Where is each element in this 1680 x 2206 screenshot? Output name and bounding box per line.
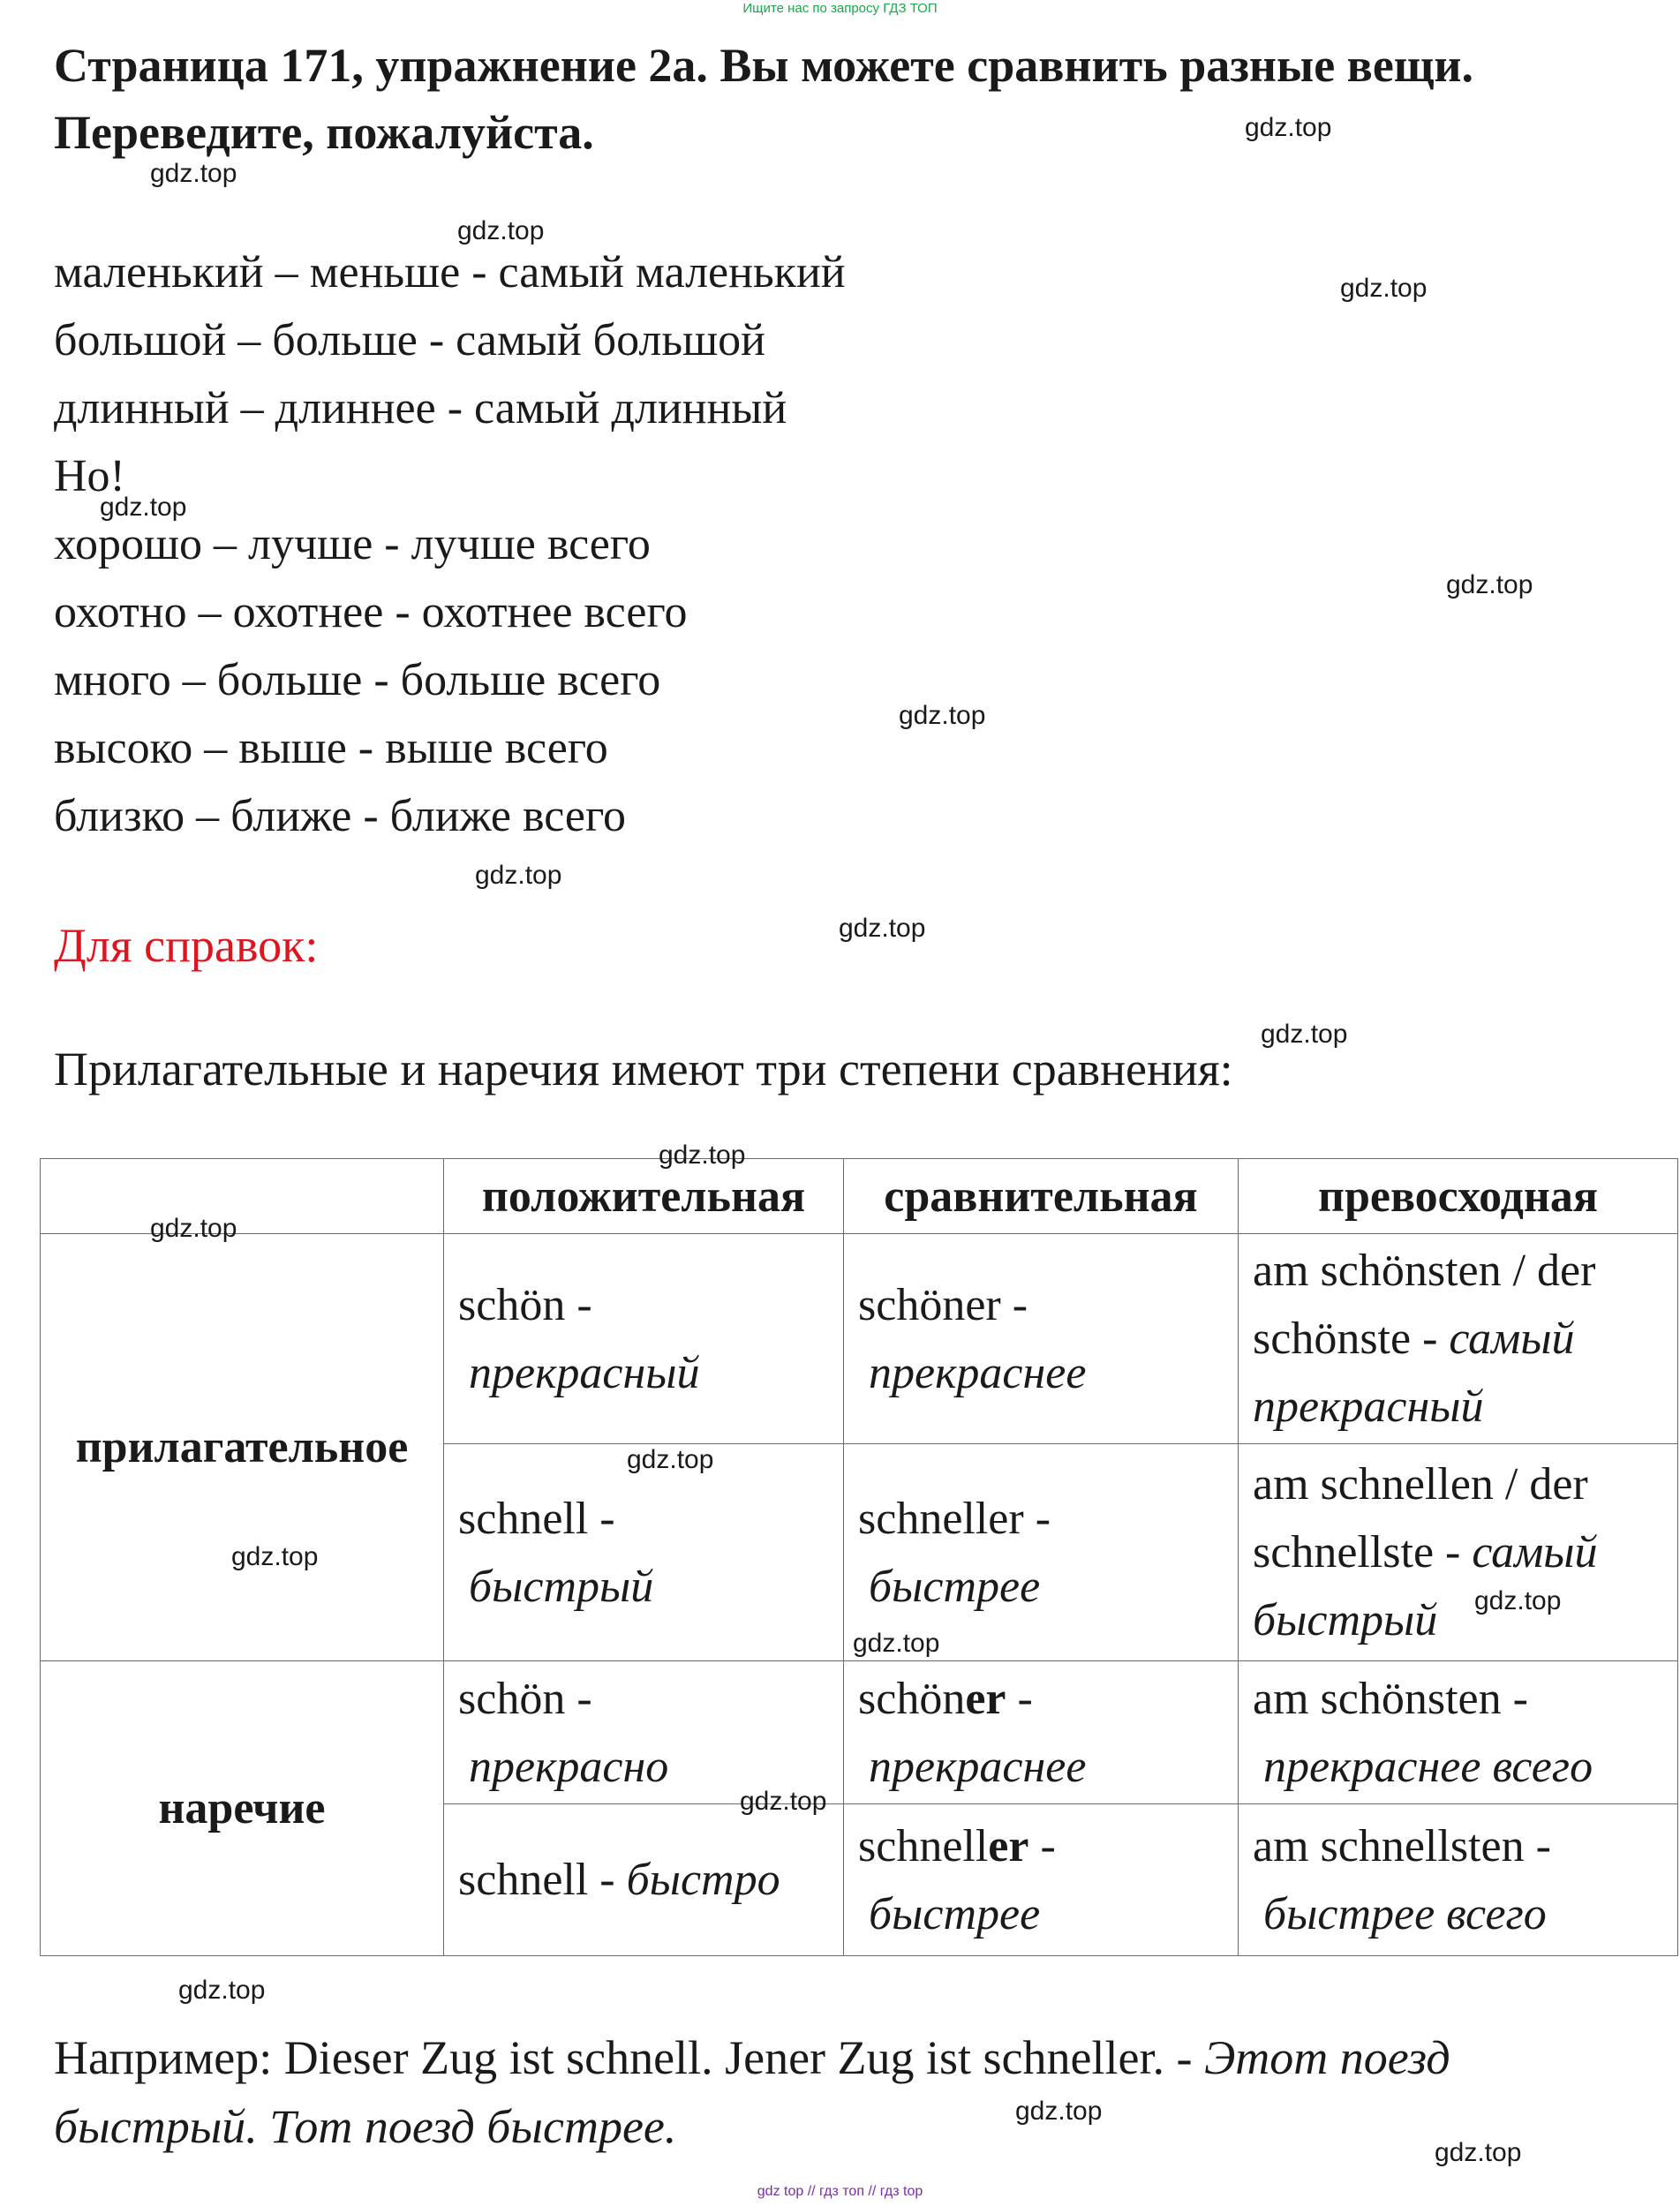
list-item: охотно – охотнее - охотнее всего — [54, 587, 688, 637]
table-cell — [444, 1804, 844, 1956]
table-cell — [444, 1444, 844, 1661]
suffix-er: er — [988, 1820, 1029, 1871]
top-banner: Ищите нас по запросу ГДЗ ТОП — [742, 1, 938, 16]
cell-russian: самый — [1472, 1527, 1598, 1577]
cell-russian: быстрее — [869, 1561, 1041, 1612]
table-cell — [1239, 1444, 1678, 1661]
dash: - — [1028, 1820, 1056, 1871]
cell-russian: быстрее всего — [1263, 1888, 1547, 1939]
list-item: длинный – длиннее - самый длинный — [54, 383, 787, 433]
cell-german: schnellste - — [1253, 1527, 1461, 1577]
watermark: gdz.top — [1015, 2097, 1103, 2126]
cell-mixed — [1253, 1305, 1663, 1373]
list-item: высоко – выше - выше всего — [54, 723, 608, 773]
cell-german: am schönsten / der — [1253, 1246, 1596, 1296]
table-header-row — [41, 1159, 1678, 1234]
list-item: Но! — [54, 451, 125, 501]
cell-german — [858, 1812, 1224, 1880]
watermark: gdz.top — [899, 701, 986, 730]
watermark: gdz.top — [1474, 1586, 1562, 1615]
watermark: gdz.top — [1261, 1020, 1348, 1049]
table-cell — [844, 1234, 1239, 1444]
cell-german: schneller - — [858, 1493, 1051, 1544]
cell-russian: быстрее — [869, 1888, 1041, 1939]
watermark: gdz.top — [1245, 113, 1332, 142]
cell-german: schön - — [458, 1673, 592, 1724]
watermark: gdz.top — [150, 159, 237, 188]
cell-russian: прекраснее — [869, 1741, 1087, 1792]
watermark: gdz.top — [457, 216, 545, 245]
cell-german: am schönsten - — [1253, 1673, 1528, 1724]
watermark: gdz.top — [627, 1445, 714, 1474]
watermark: gdz.top — [659, 1141, 746, 1170]
cell-german: schön - — [458, 1279, 592, 1330]
page-title: Страница 171, упражнение 2а. Вы можете сравнить разные вещи. Переведите, пожалуйста. — [54, 39, 1474, 159]
word-stem: schnell — [858, 1820, 989, 1871]
watermark: gdz.top — [1340, 274, 1428, 303]
cell-mixed — [458, 1846, 829, 1914]
cell-german: schönste - — [1253, 1314, 1438, 1364]
watermark: gdz.top — [740, 1787, 827, 1816]
watermark: gdz.top — [1435, 2138, 1522, 2167]
cell-german — [858, 1665, 1224, 1733]
cell-german: am schnellsten - — [1253, 1820, 1551, 1871]
watermark: gdz.top — [150, 1214, 237, 1243]
table-cell — [844, 1661, 1239, 1804]
cell-russian: прекрасно — [469, 1741, 669, 1792]
example-translation: Этот поезд быстрый. Тот поезд быстрее. — [54, 2031, 1450, 2153]
list-item: большой – больше - самый большой — [54, 315, 765, 365]
word-stem: schön — [858, 1673, 966, 1724]
table-cell — [1239, 1804, 1678, 1956]
dash: - — [1006, 1673, 1033, 1724]
table-cell — [1239, 1234, 1678, 1444]
cell-german: schöner - — [858, 1279, 1028, 1330]
row-label-adjective: прилагательное — [41, 1234, 444, 1661]
cell-mixed — [1253, 1518, 1663, 1586]
comparison-list — [54, 238, 846, 850]
table-cell — [844, 1804, 1239, 1956]
table-cell — [1239, 1661, 1678, 1804]
cell-russian: быстрый — [1253, 1595, 1438, 1645]
list-item: много – больше - больше всего — [54, 655, 661, 705]
watermark: gdz.top — [231, 1542, 319, 1571]
cell-russian: прекрасный — [1253, 1382, 1484, 1432]
table-cell — [444, 1661, 844, 1804]
list-item: близко – ближе - ближе всего — [54, 791, 627, 841]
watermark: gdz.top — [1446, 570, 1533, 599]
cell-german: am schnellen / der — [1253, 1459, 1588, 1510]
bottom-banner: gdz top // гдз топ // гдз top — [757, 2184, 923, 2199]
reference-heading: Для справок: — [54, 919, 319, 972]
watermark: gdz.top — [178, 1976, 266, 2005]
cell-german: schnell - — [458, 1493, 615, 1544]
watermark: gdz.top — [853, 1629, 940, 1658]
example-sentence — [54, 2023, 1634, 2161]
cell-russian: прекраснее всего — [1263, 1741, 1593, 1792]
cell-russian: прекраснее — [869, 1347, 1087, 1398]
header-positive: положительная — [444, 1159, 844, 1234]
watermark: gdz.top — [475, 861, 562, 890]
intro-text: Прилагательные и наречия имеют три степени сравнения: — [54, 1043, 1233, 1095]
header-superlative: превосходная — [1239, 1159, 1678, 1234]
cell-german: schnell - — [458, 1855, 615, 1905]
cell-russian: прекрасный — [469, 1347, 700, 1398]
cell-russian: самый — [1449, 1314, 1575, 1364]
table-row — [41, 1661, 1678, 1804]
list-item: хорошо – лучше - лучше всего — [54, 519, 651, 569]
table-row — [41, 1234, 1678, 1444]
header-comparative: сравнительная — [844, 1159, 1239, 1234]
suffix-er: er — [965, 1673, 1006, 1724]
cell-russian: быстрый — [469, 1561, 654, 1612]
example-german: Например: Dieser Zug ist schnell. Jener Zug ist schneller. - — [54, 2031, 1204, 2084]
row-label-adverb: наречие — [41, 1661, 444, 1956]
table-corner-cell — [41, 1159, 444, 1234]
table-cell — [444, 1234, 844, 1444]
cell-russian: быстро — [626, 1855, 780, 1905]
list-item: маленький – меньше - самый маленький — [54, 247, 846, 297]
watermark: gdz.top — [839, 914, 926, 943]
watermark: gdz.top — [100, 493, 187, 522]
